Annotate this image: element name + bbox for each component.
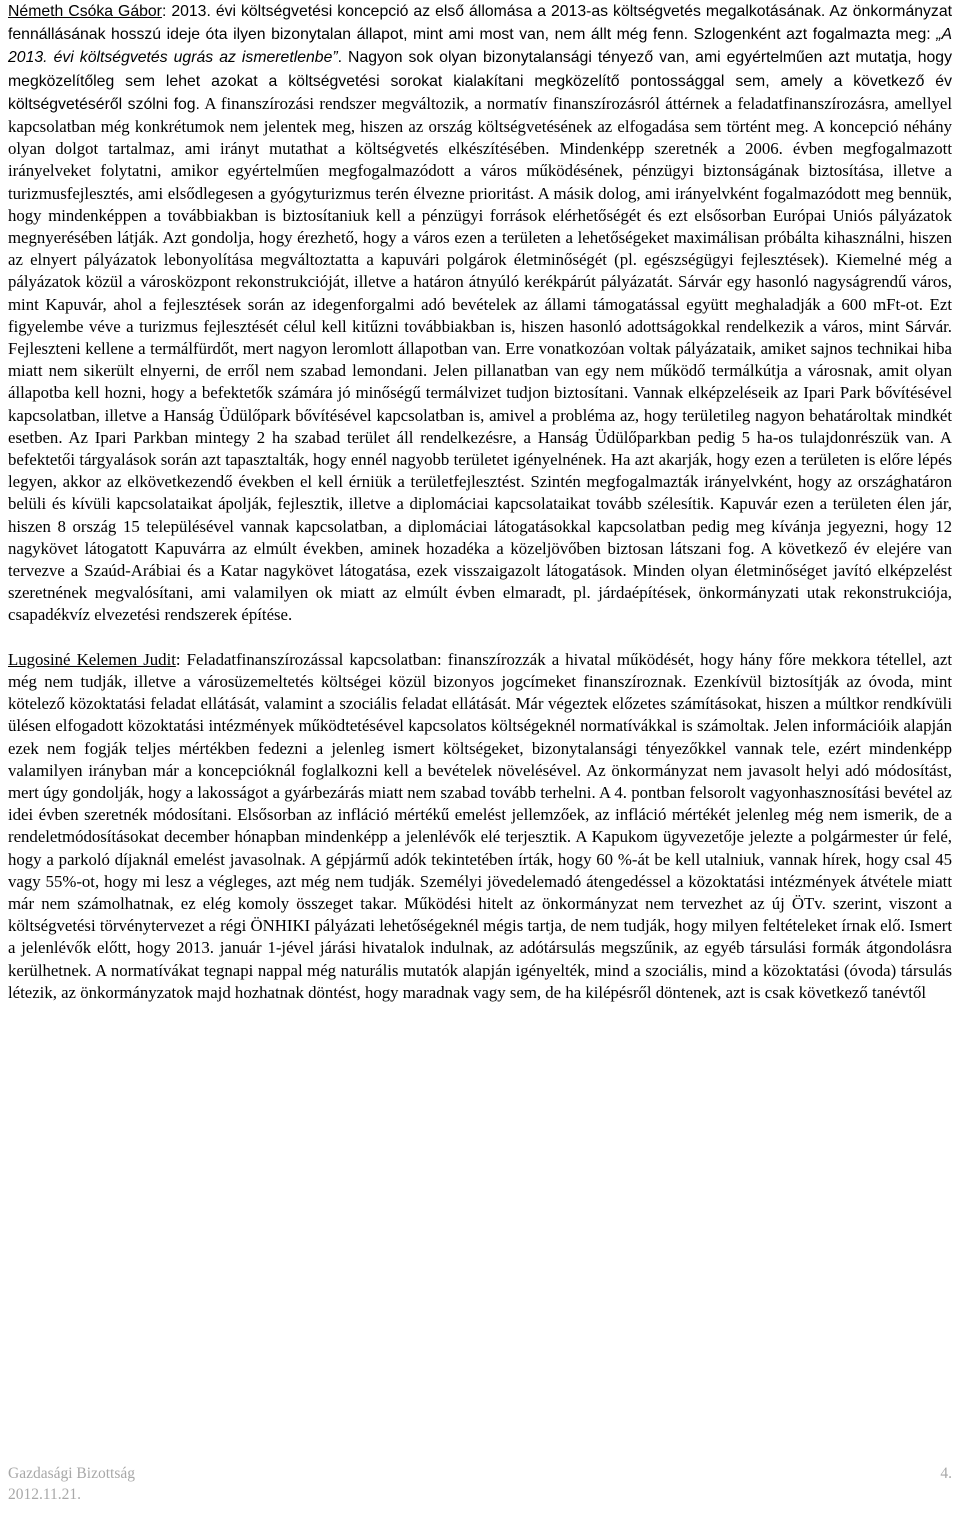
footer-committee: Gazdasági Bizottság [8, 1465, 135, 1482]
speaker-name: Németh Csóka Gábor [8, 3, 162, 20]
slogan-quote: „A 2013. évi költségvetés ugrás az ismeretlenbe” [8, 26, 952, 67]
speaker-name: Lugosiné Kelemen Judit [8, 649, 176, 669]
paragraph-text: : Feladatfinanszírozással kapcsolatban: finanszírozzák a hivatal működését, hogy hány főre mekkora tétellel, azt még nem tudják, illetve a városüzemeltetés költségei közül bizonyos jogcímeket finanszíroznak. Ezenkívül biztosítják az óvoda, mint kötelező közoktatási feladat ellátását, valamint a szociális feladat ellátását. Már végeztek előzetes számításokat, hiszen a múltkor rendkívüli ülésen elfogadott közoktatási intézmények működtetésével kapcsolatos költségeknél normatívákkal is számoltak. Jelen információik alapján ezek nem fogják teljes mértékben fedezni a jelenleg ismert költségeket, bizonytalansági tényezőkkel vannak tele, ezért mindenképp valamilyen irányban már a koncepcióknál foglalkozni kell a bevételek növelésével. Az önkormányzat nem javasolt helyi adó módosítást, mert úgy gondolják, hogy a lakosságot a gyárbezárás miatt nem szabad tovább terhelni. A 4. pontban felsorolt vagyonhasznosítási bevétel az idei évben szeretnék módosítani. Elsősorban az infláció mértékű emelést jellemzőek, az infláció mértékét jelenleg még nem ismerik, de a rendeletmódosításokat december hónapban mindenképp a jelenlévők elé terjesztik. A Kapukom ügyvezetője jelezte a polgármester úr felé, hogy a parkoló díjaknál emelést javasolnak. A gépjármű adók tekintetében írták, hogy 60 %-át be kell utalniuk, vannak hírek, hogy csal 45 vagy 55%-ot, hogy mi lesz a végleges, azt még nem tudják. Személyi jövedelemadó átengedéssel a közoktatási intézmények átvétele miatt már nem számolhatnak, ez elég komoly összeget takar. Működési hitelt az önkormányzat nem tervezhet az új ÖTv. szerint, viszont a költségvetési törvénytervezet a régi ÖNHIKI pályázati lehetőségeknél mégis tartja, de nem tudják, hogy milyen feltételeket írnak elő. Ismert a jelenlévők előtt, hogy 2013. január 1-jével járási hivatalok indulnak, az adótársulás megszűnik, az egyéb társulási formák átgondolásra kerülhetnek. A normatívákat tegnapi nappal még naturális mutatók alapján igényelték, mind a szociális, mind a közoktatási (óvoda) társulás létezik, az önkormányzatok majd hozhatnak döntést, hogy maradnak vagy sem, de ha kilépésről döntenek, azt is csak következő tanévtől [8, 649, 952, 1002]
footer-date: 2012.11.21. [8, 1486, 82, 1503]
paragraph-text: : 2013. évi költségvetési koncepció az első állomása a 2013-as költségvetés megalkotásának. Az önkormányzat fennállásának hosszú ideje óta ilyen bizonytalan állapot, mint ami most van, nem állt még fenn. Szlogenként azt fogalmazta meg: [8, 3, 952, 44]
page-footer [8, 1463, 952, 1505]
paragraph-1 [8, 0, 952, 627]
paragraph-text: A finanszírozási rendszer megváltozik, a normatív finanszírozásról áttérnek a feladatfinanszírozásra, amellyel kapcsolatban még konkrétumok nem jelentek meg, hiszen az ország költségvetésének az elfogadása sem történt meg. A koncepció néhány olyan dolgot tartalmaz, ami irányt mutathat a költségvetés elkészítésében. Mindenképp szeretnék a 2006. évben megfogalmazott irányelveket folytatni, amikor egyértelműen megfogalmazódott a város működésének, pénzügyi biztonságának biztosítása, illetve a turizmusfejlesztés, ami elsődlegesen a gyógyturizmus terén élvezne prioritást. A másik dolog, ami irányelvként fogalmazódott meg bennük, hogy mindenképpen a továbbiakban is biztosítaniuk kell a pénzügyi források elérhetőségét és ezt elsősorban Európai Uniós pályázatok megnyerésében látják. Azt gondolja, hogy érezhető, hogy a város ezen a területen a lehetőségeket maximálisan próbálta kihasználni, hiszen az elnyert pályázatok lebonyolítása megváltoztatta a kapuvári polgárok életminőségét (pl. egészségügyi fejlesztések). Kiemelné még a pályázatok közül a városközpont rekonstrukcióját, illetve a határon átnyúló kerékpárút pályázatát. Sárvár egy hasonló nagyságrendű város, mint Kapuvár, ahol a fejlesztések során az idegenforgalmi adó bevételek az állami támogatással együtt meghaladják a 600 mFt-ot. Ezt figyelembe véve a turizmus fejlesztését célul kell kitűzni továbbiakban is, hiszen hasonló adottságokkal rendelkezik a város, mint Sárvár. Fejleszteni kellene a termálfürdőt, mert nagyon leromlott állapotban van. Erre vonatkozóan voltak pályázataik, amiket sajnos technikai hiba miatt nem sikerült elnyerni, de erről nem szabad lemondani. Jelen pillanatban van egy nem működő termálkútja a városnak, amit olyan állapotba kell hozni, hogy a befektetők számára jó minőségű termálvizet tudjon biztosítani. Vannak elképzeléseik az Ipari Park bővítésével kapcsolatban, illetve a Hanság Üdülőpark bővítésével kapcsolatban is, amivel a probléma az, hogy területileg nagyon behatároltak mindkét esetben. Az Ipari Parkban mintegy 2 ha szabad terület áll rendelkezésre, a Hanság Üdülőparkban pedig 5 ha-os tulajdonrészük van. A befektetői tárgyalások során azt tapasztalták, hogy ennél nagyobb területet igényelnének. Ha azt akarják, hogy ezen a területen is előre lépés legyen, akkor az elkövetkezendő években el kell érniük a területfejlesztést. Szintén megfogalmazták irányelvként, hogy az országhatáron belüli és kívüli kapcsolataikat ápolják, fejlesztik, illetve a diplomáciai kapcsolataikat tovább szélesítik. Kapuvár ezen a területen élen jár, hiszen 8 ország 15 településével vannak kapcsolatban, a diplomáciai látogatásokkal kapcsolatban pedig meg kívánja jegyezni, hogy 12 nagykövet látogatott Kapuvárra az elmúlt években, aminek hozadéka a közeljövőben biztosan látszani fog. A következő év elejére van tervezve a Szaúd-Arábiai és a Katar nagykövet látogatása, ezek visszaigazolt látogatások. Minden olyan életminőséget javító elképzelést szeretnének megvalósítani, ami valamilyen ok miatt az elmúlt évben elmaradt, pl. járdaépítések, önkormányzati utak rekonstrukciója, csapadékvíz elvezetési rendszerek építése. [8, 93, 952, 625]
paragraph-2 [8, 649, 952, 1004]
footer-page-number: 4. [940, 1465, 952, 1482]
paragraph-text: . Nagyon sok olyan bizonytalansági tényező van, ami egyértelműen azt mutatja, hogy megközelítőleg sem lehet azokat a költségvetési sorokat kialakítani megközelítő pontossággal sem, amely a következő év költségvetéséről szólni fog. [8, 49, 952, 113]
document-body [8, 0, 952, 1004]
